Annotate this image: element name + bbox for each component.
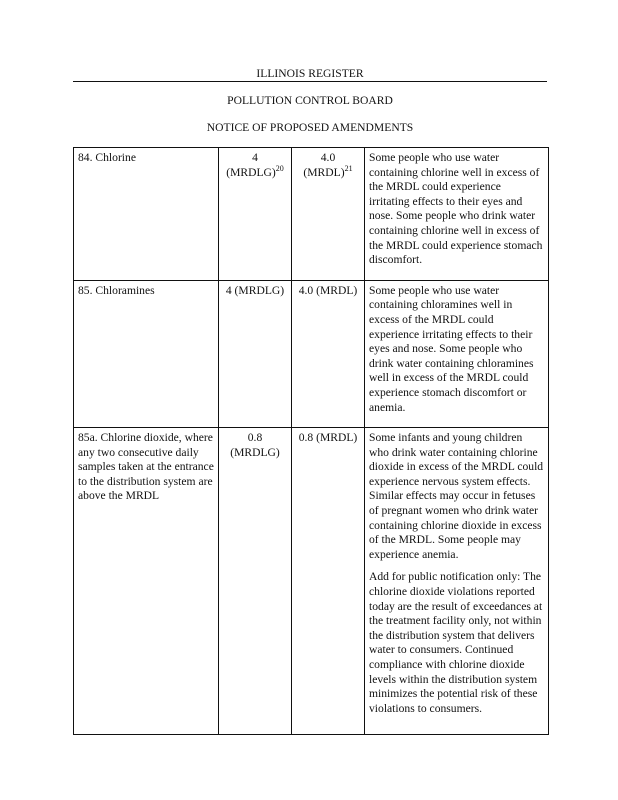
health-effects-text: Some people who use water containing chlorine well in excess of the MRDL could experience irritating effects to their eyes and nose. Some people who drink water containing chlorine well in excess of the MRDL could experience stomach discomfort.	[369, 151, 543, 267]
mrdlg-cell	[219, 148, 292, 281]
footnote-ref: 21	[344, 163, 353, 173]
public-notification-text: Add for public notification only: The chlorine dioxide violations reported today are the result of exceedances at the treatment facility only, not within the distribution system that delivers water to consumers. Continued compliance with chlorine dioxide levels within the distribution system minimizes the potential risk of these violations to consumers.	[369, 570, 543, 715]
health-effects-cell	[365, 428, 549, 735]
health-effects-cell	[365, 280, 549, 427]
header-rule	[73, 81, 547, 82]
mrdlg-value: 0.8	[247, 431, 263, 445]
mrdlg-unit: (MRDLG)	[230, 445, 280, 459]
health-effects-cell	[365, 148, 549, 281]
mrdlg-cell: 4 (MRDLG)	[219, 280, 292, 427]
mrdl-cell: 4.0 (MRDL)	[292, 280, 365, 427]
board-title: POLLUTION CONTROL BOARD	[227, 94, 393, 107]
notice-title: NOTICE OF PROPOSED AMENDMENTS	[206, 121, 414, 134]
footnote-ref: 20	[275, 163, 284, 173]
mrdlg-cell	[219, 428, 292, 735]
table-row	[74, 148, 549, 281]
table-row	[74, 280, 549, 427]
register-title: ILLINOIS REGISTER	[256, 67, 364, 80]
mrdl-value: 4.0	[320, 151, 336, 164]
mrdlg-unit: (MRDLG)	[226, 165, 276, 179]
mrdl-cell: 0.8 (MRDL)	[292, 428, 365, 735]
health-effects-text: Some infants and young children who drink water containing chlorine dioxide in excess of the MRDL could experience nervous system effects. Similar effects may occur in fetuses of pregnant women who drink water containing chlorine dioxide in excess of the MRDL. Some people may experience anemia.	[369, 431, 544, 561]
contaminant-table	[73, 147, 549, 735]
mrdl-cell	[292, 148, 365, 281]
table-row	[74, 428, 549, 735]
contaminant-cell: 85. Chloramines	[74, 280, 219, 427]
health-effects-text: Some people who use water containing chloramines well in excess of the MRDL could experience irritating effects to their eyes and nose. Some people who drink water containing chloramines well in excess of the MRDL could experience stomach discomfort or anemia.	[369, 283, 534, 414]
mrdlg-value: 4	[252, 151, 258, 164]
contaminant-cell: 84. Chlorine	[74, 148, 219, 281]
mrdl-unit: (MRDL)	[303, 165, 345, 179]
contaminant-cell: 85a. Chlorine dioxide, where any two consecutive daily samples taken at the entrance to the distribution system are above the MRDL	[74, 428, 219, 735]
